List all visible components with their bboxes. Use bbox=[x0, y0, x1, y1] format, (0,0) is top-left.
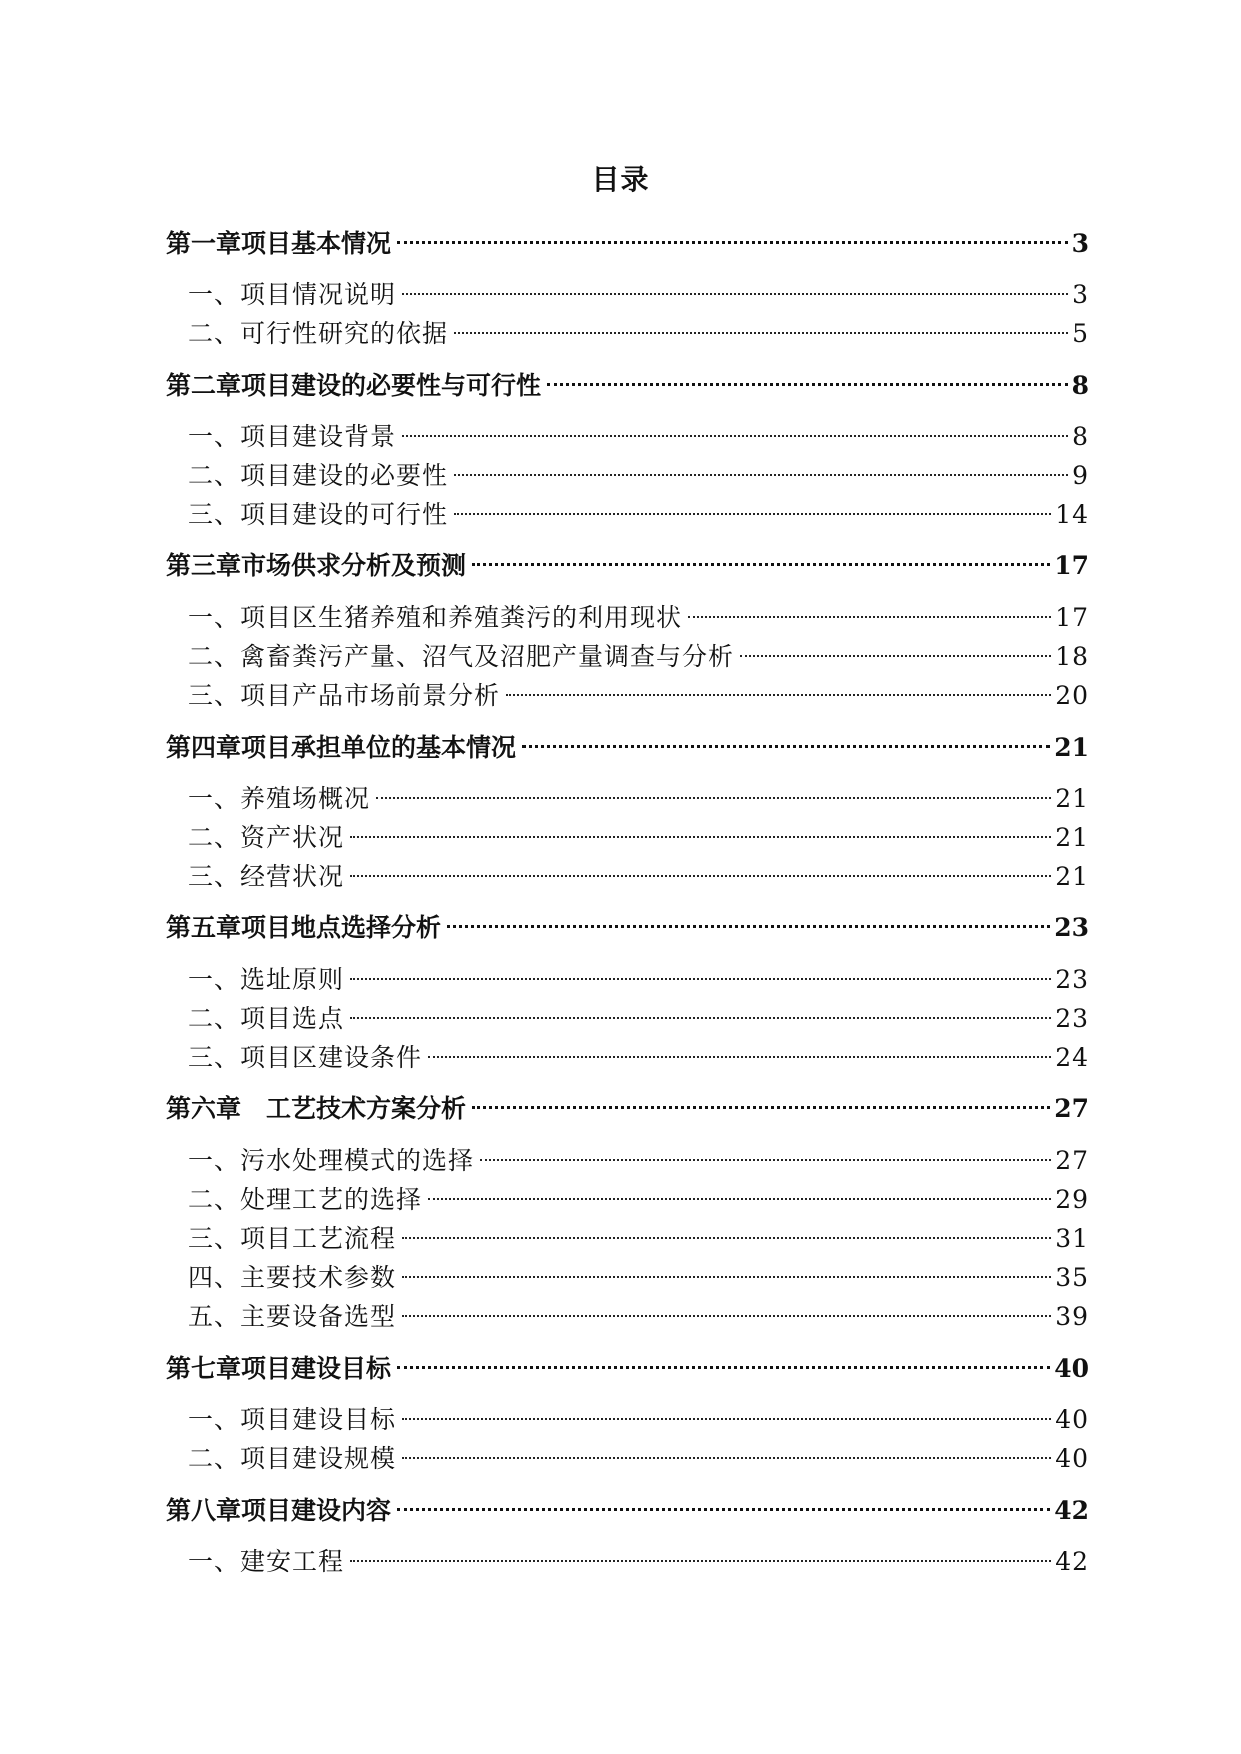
toc-entry-title: 五、主要设备选型 bbox=[188, 1302, 397, 1331]
toc-section-1-1[interactable] bbox=[188, 269, 1089, 309]
dot-leader bbox=[397, 1485, 1050, 1519]
toc-page-number: 21 bbox=[1054, 733, 1089, 762]
toc-page-number: 40 bbox=[1055, 1405, 1089, 1434]
toc-entry-title: 第一章项目基本情况 bbox=[166, 229, 392, 258]
toc-page-number: 40 bbox=[1054, 1354, 1089, 1383]
toc-entry-title: 一、项目建设背景 bbox=[188, 422, 397, 451]
toc-entry-title: 第三章市场供求分析及预测 bbox=[166, 551, 467, 580]
toc-section-6-3[interactable] bbox=[188, 1213, 1089, 1253]
dot-leader bbox=[402, 1213, 1051, 1247]
toc-chapter-6[interactable] bbox=[166, 1083, 1089, 1123]
toc-entry-title: 二、项目建设的必要性 bbox=[188, 461, 449, 490]
toc-entry-title: 第七章项目建设目标 bbox=[166, 1354, 392, 1383]
toc-entry-title: 一、选址原则 bbox=[188, 965, 345, 994]
dot-leader bbox=[350, 851, 1051, 885]
toc-entry-title: 二、可行性研究的依据 bbox=[188, 319, 449, 348]
page-title: 目录 bbox=[591, 163, 650, 196]
dot-leader bbox=[350, 812, 1051, 846]
toc-page-number: 35 bbox=[1055, 1263, 1089, 1292]
toc-section-2-1[interactable] bbox=[188, 411, 1089, 451]
toc-page-number: 27 bbox=[1054, 1094, 1089, 1123]
dot-leader bbox=[522, 722, 1050, 756]
toc-page-number: 42 bbox=[1054, 1496, 1089, 1525]
toc-section-4-3[interactable] bbox=[188, 851, 1089, 891]
dot-leader bbox=[506, 670, 1051, 704]
dot-leader bbox=[402, 1291, 1051, 1325]
toc-section-3-1[interactable] bbox=[188, 592, 1089, 632]
dot-leader bbox=[454, 308, 1068, 342]
toc-page-number: 17 bbox=[1054, 551, 1089, 580]
toc-page-number: 23 bbox=[1055, 965, 1089, 994]
dot-leader bbox=[402, 1252, 1051, 1286]
dot-leader bbox=[428, 1174, 1051, 1208]
toc-entry-title: 二、项目建设规模 bbox=[188, 1444, 397, 1473]
toc-chapter-5[interactable] bbox=[166, 902, 1089, 942]
toc-page-number: 20 bbox=[1055, 681, 1089, 710]
toc-chapter-4[interactable] bbox=[166, 722, 1089, 762]
toc-page-number: 18 bbox=[1055, 642, 1089, 671]
toc-page-number: 9 bbox=[1072, 461, 1089, 490]
toc-page-number: 42 bbox=[1055, 1547, 1089, 1576]
toc-page-number: 5 bbox=[1072, 319, 1089, 348]
toc-section-1-2[interactable] bbox=[188, 308, 1089, 348]
dot-leader bbox=[397, 1343, 1050, 1377]
toc-page-number: 31 bbox=[1055, 1224, 1089, 1253]
toc-page-number: 14 bbox=[1055, 500, 1089, 529]
dot-leader bbox=[376, 773, 1051, 807]
toc-chapter-2[interactable] bbox=[166, 360, 1089, 400]
dot-leader bbox=[402, 411, 1068, 445]
toc-section-2-3[interactable] bbox=[188, 489, 1089, 529]
toc-page-number: 21 bbox=[1055, 823, 1089, 852]
dot-leader bbox=[402, 1433, 1051, 1467]
toc-section-6-4[interactable] bbox=[188, 1252, 1089, 1292]
dot-leader bbox=[397, 218, 1068, 252]
toc-section-8-1[interactable] bbox=[188, 1536, 1089, 1576]
dot-leader bbox=[402, 269, 1068, 303]
toc-entry-title: 三、项目建设的可行性 bbox=[188, 500, 449, 529]
toc-page-number: 24 bbox=[1055, 1043, 1089, 1072]
toc-entry-title: 一、项目建设目标 bbox=[188, 1405, 397, 1434]
toc-entry-title: 一、养殖场概况 bbox=[188, 784, 371, 813]
toc-entry-title: 第二章项目建设的必要性与可行性 bbox=[166, 371, 542, 400]
dot-leader bbox=[547, 360, 1068, 394]
dot-leader bbox=[454, 489, 1051, 523]
toc-section-4-1[interactable] bbox=[188, 773, 1089, 813]
toc-entry-title: 一、项目区生猪养殖和养殖粪污的利用现状 bbox=[188, 603, 683, 632]
toc-page-number: 39 bbox=[1055, 1302, 1089, 1331]
toc-entry-title: 三、经营状况 bbox=[188, 862, 345, 891]
toc-entry-title: 第八章项目建设内容 bbox=[166, 1496, 392, 1525]
toc-entry-title: 二、项目选点 bbox=[188, 1004, 345, 1033]
toc-entry-title: 三、项目产品市场前景分析 bbox=[188, 681, 501, 710]
toc-page-number: 29 bbox=[1055, 1185, 1089, 1214]
toc-page-number: 8 bbox=[1072, 422, 1089, 451]
toc-section-6-2[interactable] bbox=[188, 1174, 1089, 1214]
toc-entry-title: 二、禽畜粪污产量、沼气及沼肥产量调查与分析 bbox=[188, 642, 735, 671]
toc-page-number: 40 bbox=[1055, 1444, 1089, 1473]
toc-entry-title: 三、项目工艺流程 bbox=[188, 1224, 397, 1253]
toc-section-5-1[interactable] bbox=[188, 954, 1089, 994]
toc-chapter-7[interactable] bbox=[166, 1343, 1089, 1383]
toc-entry-title: 二、资产状况 bbox=[188, 823, 345, 852]
toc-entry-title: 一、污水处理模式的选择 bbox=[188, 1146, 475, 1175]
toc-page-number: 21 bbox=[1055, 862, 1089, 891]
toc-page-number: 27 bbox=[1055, 1146, 1089, 1175]
dot-leader bbox=[472, 540, 1050, 574]
toc-page-number: 21 bbox=[1055, 784, 1089, 813]
toc-section-7-1[interactable] bbox=[188, 1394, 1089, 1434]
dot-leader bbox=[350, 1536, 1051, 1570]
dot-leader bbox=[402, 1394, 1051, 1428]
toc-page-number: 8 bbox=[1071, 371, 1089, 400]
toc-section-2-2[interactable] bbox=[188, 450, 1089, 490]
toc-entry-title: 一、项目情况说明 bbox=[188, 280, 397, 309]
toc-chapter-3[interactable] bbox=[166, 540, 1089, 580]
toc-section-5-2[interactable] bbox=[188, 993, 1089, 1033]
dot-leader bbox=[447, 902, 1050, 936]
toc-page-number: 23 bbox=[1054, 913, 1089, 942]
toc-entry-title: 第四章项目承担单位的基本情况 bbox=[166, 733, 517, 762]
dot-leader bbox=[480, 1135, 1051, 1169]
toc-section-6-5[interactable] bbox=[188, 1291, 1089, 1331]
dot-leader bbox=[688, 592, 1051, 626]
dot-leader bbox=[350, 954, 1051, 988]
toc-entry-title: 第六章 工艺技术方案分析 bbox=[166, 1094, 467, 1123]
toc-entry-title: 三、项目区建设条件 bbox=[188, 1043, 423, 1072]
toc-entry-title: 一、建安工程 bbox=[188, 1547, 345, 1576]
dot-leader bbox=[350, 993, 1051, 1027]
dot-leader bbox=[472, 1083, 1050, 1117]
toc-page-number: 17 bbox=[1055, 603, 1089, 632]
toc-page-number: 23 bbox=[1055, 1004, 1089, 1033]
toc-entry-title: 第五章项目地点选择分析 bbox=[166, 913, 442, 942]
toc-section-3-3[interactable] bbox=[188, 670, 1089, 710]
toc-section-7-2[interactable] bbox=[188, 1433, 1089, 1473]
toc-section-6-1[interactable] bbox=[188, 1135, 1089, 1175]
toc-chapter-8[interactable] bbox=[166, 1485, 1089, 1525]
dot-leader bbox=[428, 1032, 1051, 1066]
dot-leader bbox=[454, 450, 1068, 484]
toc-section-3-2[interactable] bbox=[188, 631, 1089, 671]
toc-page-number: 3 bbox=[1071, 229, 1089, 258]
toc-section-4-2[interactable] bbox=[188, 812, 1089, 852]
toc-chapter-1[interactable] bbox=[166, 218, 1089, 258]
dot-leader bbox=[740, 631, 1051, 665]
toc-page-number: 3 bbox=[1072, 280, 1089, 309]
toc-section-5-3[interactable] bbox=[188, 1032, 1089, 1072]
toc-entry-title: 四、主要技术参数 bbox=[188, 1263, 397, 1292]
toc-entry-title: 二、处理工艺的选择 bbox=[188, 1185, 423, 1214]
